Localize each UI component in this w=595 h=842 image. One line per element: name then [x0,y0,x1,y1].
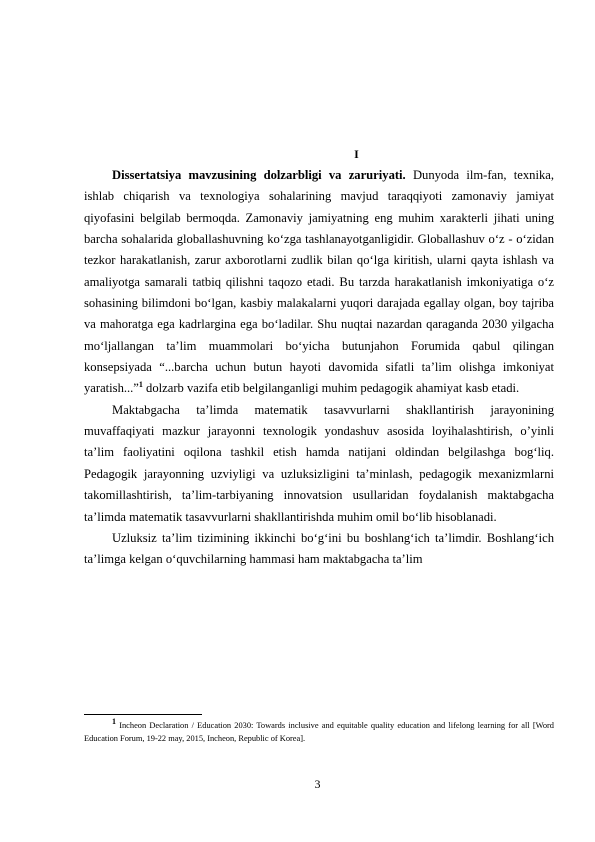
section-heading: I [354,147,359,161]
footnote-separator [84,714,202,715]
paragraph-text: dolzarb vazifa etib belgilanganligi muhim pedagogik ahamiyat kasb etadi. [142,381,520,396]
paragraph-continuous-education: Uzluksiz ta’lim tizimining ikkinchi bo‘g‘ini bu boshlang‘ich ta’limdir. Boshlang‘ich ta’limga kelgan o‘quvchilarning hammasi ham maktabgacha ta’lim [84,530,554,567]
footnote-marker: 1 [112,717,116,727]
page-number: 3 [314,777,321,791]
footnote [84,717,554,745]
paragraph-lead: Dissertatsiya mavzusining dolzarbligi va zaruriyati. [112,168,406,182]
footnote-text: Incheon Declaration / Education 2030: Towards inclusive and equitable quality education and lifelong learning for all [Word Education Forum, 19-22 may, 2015, Incheon, Republic of Korea]. [84,721,554,743]
paragraph-preschool: Maktabgacha ta’limda matematik tasavvurlarni shakllantirish jarayonining muvaffaqiyati mazkur jarayonni texnologik yondashuv asosida loyihalashtirish, o’yinli ta’lim faoliyatini oqilona tashkil etish hamda natijani oldindan belgilashga bog‘liq. Pedagogik jarayonning uzviyligi va uzluksizligini ta’minlash, pedagogik mexanizmlarni takomillashtirish, ta’lim-tarbiyaning innovatsion usullaridan foydalanish maktabgacha ta’limda matematik tasavvurlarni shakllantirishda muhim omil bo‘lib hisoblanadi. [84,402,554,524]
body-text [84,165,554,571]
paragraph-text: Dunyoda ilm-fan, texnika, ishlab chiqarish va texnologiya sohalarining mavjud taraqqiyoti zamonaviy jamiyat qiyofasini belgilab bermoqda. Zamonaviy jamiyatning eng muhim xarakterli jihati uning barcha sohalarida globallashuvning ko‘zga tashlanayotganligidir. Globallashuv o‘z - o‘zidan tezkor harakatlanish, zarur axborotlarni zudlik bilan qo‘lga kiritish, ularni qayta ishlash va amaliyotga samarali tatbiq qilishni taqozo etadi. Bu tarzda harakatlanish imkoniyatiga o‘z sohasining bilimdoni bo‘lgan, kasbiy malakalarni yuqori darajada egallay olgan, boy tajriba va mahoratga ega kadrlargina ega bo‘ladilar. Shu nuqtai nazardan qaraganda 2030 yilgacha mo‘ljallangan ta’lim muammolari bo‘yicha butunjahon Forumida qabul qilingan konsepsiyada “...barcha uchun butun hayoti davomida sifatli ta’lim olishga imkoniyat yaratish...” [84,168,554,396]
paragraph-relevance [84,165,554,400]
footnote-reference[interactable]: 1 [138,380,143,390]
